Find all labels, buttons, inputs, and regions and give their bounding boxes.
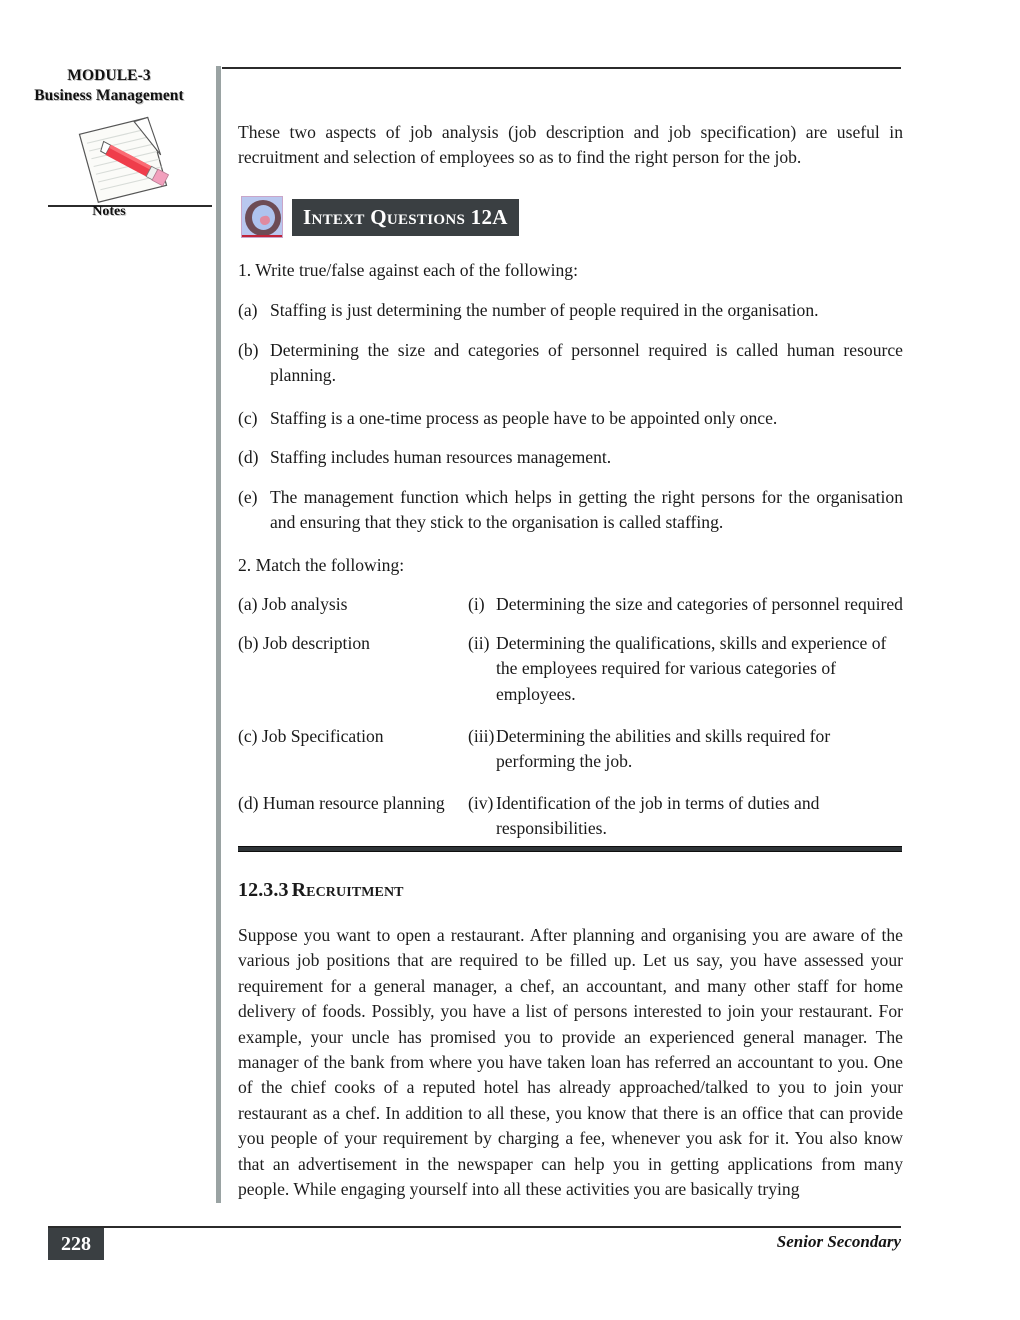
match-row: [238, 592, 903, 617]
match-left-c: (c) Job Specification: [238, 726, 384, 746]
notes-label: Notes: [92, 204, 126, 219]
footer-rule: [48, 1226, 901, 1228]
match-row: [238, 631, 903, 707]
match-numeral-ii: (ii): [468, 633, 490, 653]
match-right-i: Determining the size and categories of personnel required: [496, 594, 903, 614]
margin-column: [0, 0, 218, 1200]
question-1-item-d: [238, 445, 903, 470]
section-title: Recruitment: [291, 879, 404, 901]
question-1-item-e: [238, 485, 903, 536]
match-row: [238, 724, 903, 775]
notepad-pencil-icon: [62, 114, 182, 206]
match-left-b: (b) Job description: [238, 633, 370, 653]
match-right-iii: Determining the abilities and skills required for performing the job.: [496, 726, 831, 772]
item-marker-e: (e): [238, 487, 258, 507]
module-label: [0, 66, 218, 106]
item-text-c: Staffing is a one-time process as people have to be appointed only once.: [270, 408, 778, 428]
intro-paragraph-block: [238, 120, 903, 171]
match-left-a: (a) Job analysis: [238, 594, 348, 614]
page-number-badge: 228: [48, 1228, 104, 1260]
section-divider: [238, 846, 902, 852]
item-marker-c: (c): [238, 408, 258, 428]
match-numeral-i: (i): [468, 594, 485, 614]
question-1-item-b: [238, 338, 903, 389]
match-row: [238, 791, 903, 842]
question-1-item-a: [238, 298, 903, 323]
item-text-a: Staffing is just determining the number of people required in the organisation.: [270, 300, 819, 320]
match-numeral-iii: (iii): [468, 726, 495, 746]
question-2-stem: 2. Match the following:: [238, 555, 405, 575]
section-paragraph-block: [238, 923, 903, 1202]
item-text-e: The management function which helps in getting the right persons for the organisation and ensuring that they stick to the organisation is called staffing.: [270, 487, 903, 533]
match-right-iv: Identification of the job in terms of duties and responsibilities.: [496, 793, 820, 839]
match-numeral-iv: (iv): [468, 793, 494, 813]
intext-questions-header: [241, 199, 519, 235]
section-paragraph: Suppose you want to open a restaurant. After planning and organising you are aware of the various job positions that are required to be filled up. Let us say, you have assessed your requirement for a general manager, a chef, an accountant, and many other staff for home delivery of foods. Possibly, you have a list of persons interested to join your restaurant. For example, your uncle has promised you to provide an experienced general manager. The manager of the bank from where you have taken loan has referred an accountant to you. One of the chief cooks of a reputed hotel has already approached/talked to you to join your restaurant as a chef. In addition to all these, you know that there is an office that can provide you people of your requirement by charging a fee, whenever you ask for it. You also know that an advertisement in the newspaper can help you in getting applications from many people. While engaging yourself into all these activities you are basically trying: [238, 925, 903, 1200]
intro-paragraph: These two aspects of job analysis (job description and job specification) are useful in recruitment and selection of employees so as to find the right person for the job.: [238, 122, 903, 168]
section-heading: [238, 879, 404, 902]
match-left-d: (d) Human resource planning: [238, 793, 445, 813]
item-marker-a: (a): [238, 300, 258, 320]
content-vertical-rule: [216, 66, 221, 1203]
section-number: 12.3.3: [238, 879, 289, 901]
item-marker-b: (b): [238, 340, 259, 360]
question-1-item-c: [238, 406, 903, 431]
item-text-b: Determining the size and categories of personnel required is called human resource planning.: [270, 340, 903, 386]
header-horizontal-rule: [222, 67, 901, 69]
module-subject: Business Management: [34, 87, 184, 104]
question-1-stem: 1. Write true/false against each of the following:: [238, 260, 578, 280]
target-spiral-icon: [241, 196, 283, 238]
match-right-ii: Determining the qualifications, skills and experience of the employees required for various categories of employees.: [496, 633, 887, 704]
item-text-d: Staffing includes human resources management.: [270, 447, 612, 467]
module-number: MODULE-3: [67, 67, 151, 84]
footer-label: Senior Secondary: [776, 1232, 901, 1251]
intext-questions-title: Intext Questions 12A: [292, 199, 519, 236]
item-marker-d: (d): [238, 447, 259, 467]
